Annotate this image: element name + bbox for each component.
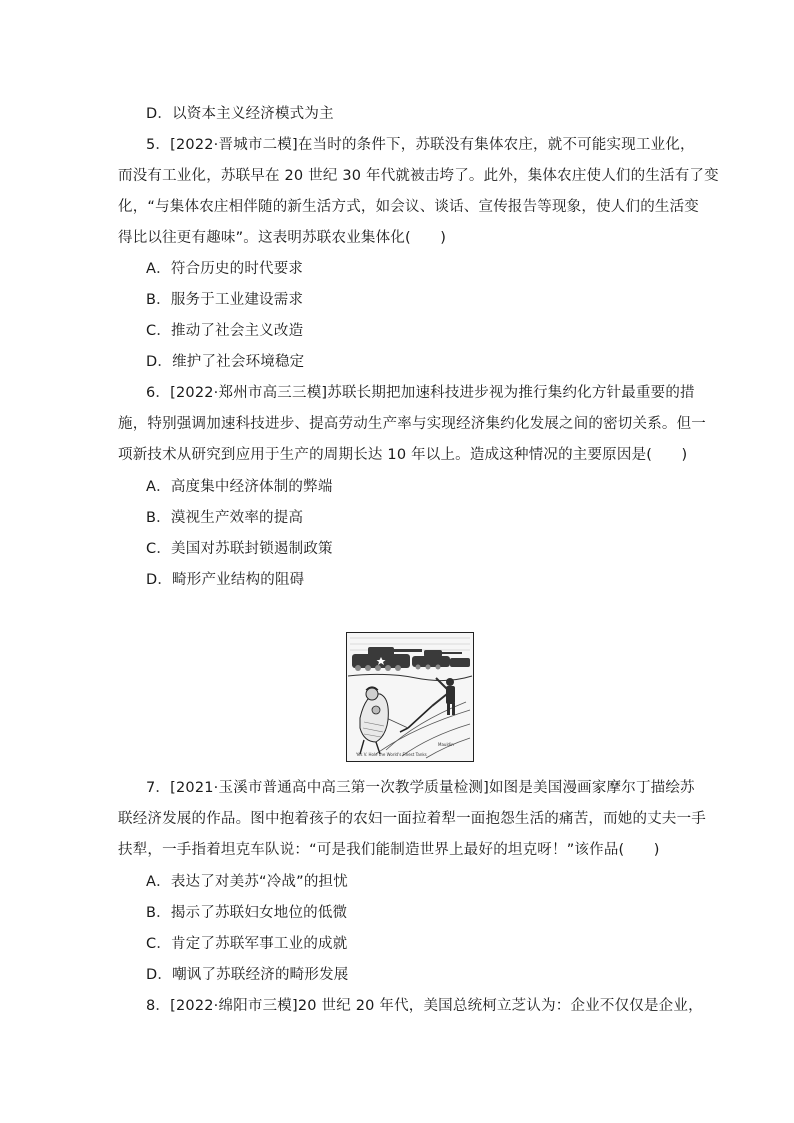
q5-stem-line-2: 而没有工业化，苏联早在 20 世纪 30 年代就被击垮了。此外，集体农庄使人们的生活有了变 xyxy=(118,168,719,184)
q5-option-c: C．推动了社会主义改造 xyxy=(146,323,304,339)
q5-option-d: D．维护了社会环境稳定 xyxy=(146,354,305,370)
q7-option-b: B．揭示了苏联妇女地位的低微 xyxy=(146,905,348,921)
q6-stem-line-3: 项新技术从研究到应用于生产的周期长达 10 年以上。造成这种情况的主要原因是( ) xyxy=(118,447,688,463)
cartoon-figure xyxy=(346,632,474,762)
q6-option-d: D．畸形产业结构的阻碍 xyxy=(146,572,305,588)
cartoon-tanks-peasant-woman-plow-icon xyxy=(346,632,474,762)
q6-option-c: C．美国对苏联封锁遏制政策 xyxy=(146,541,333,557)
q7-stem-line-3: 扶犁，一手指着坦克车队说：“可是我们能制造世界上最好的坦克呀！”该作品( ) xyxy=(118,842,660,858)
q5-stem-line-1: 5．[2022·晋城市二模]在当时的条件下，苏联没有集体农庄，就不可能实现工业化， xyxy=(146,137,695,153)
q6-stem-line-2: 施，特别强调加速科技进步、提高劳动生产率与实现经济集约化发展之间的密切关系。但一 xyxy=(118,416,706,432)
q5-option-b: B．服务于工业建设需求 xyxy=(146,292,304,308)
q7-option-d: D．嘲讽了苏联经济的畸形发展 xyxy=(146,967,349,983)
q6-option-b: B．漠视生产效率的提高 xyxy=(146,510,304,526)
q5-option-a: A．符合历史的时代要求 xyxy=(146,261,304,277)
q6-stem-line-1: 6．[2022·郑州市高三三模]苏联长期把加速科技进步视为推行集约化方针最重要的措 xyxy=(146,385,695,401)
q7-option-a: A．表达了对美苏“冷战”的担忧 xyxy=(146,874,348,890)
q8-stem-line-1: 8．[2022·绵阳市三模]20 世纪 20 年代，美国总统柯立芝认为：企业不仅仅是企业， xyxy=(146,998,703,1014)
q5-stem-line-3: 化，“与集体农庄相伴随的新生活方式，如会议、谈话、宣传报告等现象，使人们的生活变 xyxy=(118,199,700,215)
cartoon-caption: Yes V. Hole the World's Finest Tanks xyxy=(356,752,427,757)
q4-option-d: D．以资本主义经济模式为主 xyxy=(146,106,334,122)
q7-stem-line-2: 联经济发展的作品。图中抱着孩子的农妇一面拉着犁一面抱怨生活的痛苦，而她的丈夫一手 xyxy=(118,811,706,827)
q7-option-c: C．肯定了苏联军事工业的成就 xyxy=(146,936,348,952)
q7-stem-line-1: 7．[2021·玉溪市普通高中高三第一次教学质量检测]如图是美国漫画家摩尔丁描绘苏 xyxy=(146,780,695,796)
q6-option-a: A．高度集中经济体制的弊端 xyxy=(146,479,333,495)
q5-stem-line-4: 得比以往更有趣味”。这表明苏联农业集体化( ) xyxy=(118,230,447,246)
cartoon-signature: Mauldin xyxy=(438,742,454,747)
